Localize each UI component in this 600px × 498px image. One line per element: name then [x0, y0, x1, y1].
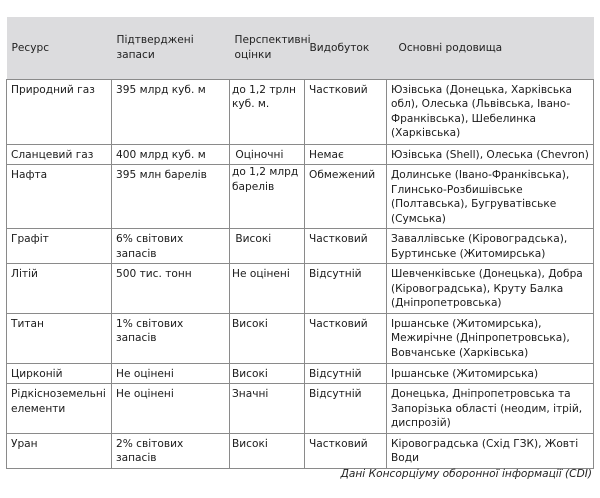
- cell-prospective: до 1,2 трлн куб. м.: [230, 79, 305, 144]
- header-prospective-estimates: Перспективні оцінки: [234, 34, 311, 61]
- table-row: [7, 363, 594, 384]
- cell-resource: Рідкісноземельні елементи: [7, 384, 112, 434]
- cell-deposits: Кіровоградська (Схід ГЗК), Жовті Води: [387, 433, 594, 468]
- cell-resource: Титан: [7, 313, 112, 363]
- table-row: [7, 384, 594, 434]
- cell-deposits: Юзівська (Shell), Олеська (Chevron): [387, 144, 594, 165]
- cell-extraction: Частковий: [305, 313, 387, 363]
- cell-deposits: Іршанське (Житомирська), Межирічне (Дніпропетровська), Вовчанське (Харківська): [387, 313, 594, 363]
- header-resource: Ресурс: [11, 41, 50, 54]
- cell-prospective: Високі: [230, 313, 305, 363]
- cell-prospective: Оціночні: [230, 144, 305, 165]
- table-row: [7, 264, 594, 314]
- source-caption: Дані Консорціуму оборонної інформації (CDI): [340, 468, 592, 480]
- cell-confirmed: 1% світових запасів: [112, 313, 230, 363]
- header-main-deposits: Основні родовища: [398, 41, 503, 54]
- cell-prospective: Високі: [230, 433, 305, 468]
- cell-confirmed: 6% світових запасів: [112, 229, 230, 264]
- cell-extraction: Частковий: [305, 433, 387, 468]
- cell-prospective: Високі: [230, 363, 305, 384]
- cell-deposits: Донецька, Дніпропетровська та Запорізька області (неодим, ітрій, диспрозій): [387, 384, 594, 434]
- cell-resource: Нафта: [7, 165, 112, 229]
- header-confirmed-reserves: Підтверджені запаси: [116, 34, 194, 61]
- cell-extraction: Відсутній: [305, 384, 387, 434]
- resources-table-container: [6, 17, 593, 469]
- resources-table: [6, 17, 594, 469]
- cell-confirmed: Не оцінені: [112, 384, 230, 434]
- cell-extraction: Частковий: [305, 79, 387, 144]
- cell-confirmed: 395 млн барелів: [112, 165, 230, 229]
- cell-prospective: Високі: [230, 229, 305, 264]
- cell-confirmed: 395 млрд куб. м: [112, 79, 230, 144]
- cell-prospective: Не оцінені: [230, 264, 305, 314]
- cell-confirmed: 400 млрд куб. м: [112, 144, 230, 165]
- table-row: [7, 144, 594, 165]
- header-extraction: Видобуток: [309, 41, 370, 54]
- cell-extraction: Відсутній: [305, 264, 387, 314]
- cell-resource: Графіт: [7, 229, 112, 264]
- cell-extraction: Відсутній: [305, 363, 387, 384]
- table-row: [7, 79, 594, 144]
- table-row: [7, 313, 594, 363]
- table-row: [7, 229, 594, 264]
- cell-deposits: Заваллівське (Кіровоградська), Буртинське (Житомирська): [387, 229, 594, 264]
- cell-deposits: Долинське (Івано-Франківська), Глинсько-Розбишівське (Полтавська), Бугруватівське (Сумська): [387, 165, 594, 229]
- cell-deposits: Іршанське (Житомирська): [387, 363, 594, 384]
- cell-resource: Природний газ: [7, 79, 112, 144]
- header-row: [7, 17, 594, 79]
- table-row: [7, 433, 594, 468]
- cell-prospective: до 1,2 млрд барелів: [230, 165, 305, 229]
- cell-resource: Цирконій: [7, 363, 112, 384]
- cell-confirmed: Не оцінені: [112, 363, 230, 384]
- cell-confirmed: 2% світових запасів: [112, 433, 230, 468]
- cell-extraction: Частковий: [305, 229, 387, 264]
- table-body: [7, 79, 594, 468]
- cell-extraction: Немає: [305, 144, 387, 165]
- table-header: [7, 17, 594, 79]
- cell-resource: Уран: [7, 433, 112, 468]
- table-row: [7, 165, 594, 229]
- cell-deposits: Шевченківське (Донецька), Добра (Кіровоградська), Круту Балка (Дніпропетровська): [387, 264, 594, 314]
- cell-prospective: Значні: [230, 384, 305, 434]
- cell-deposits: Юзівська (Донецька, Харківська обл), Олеська (Львівська, Івано-Франківська), Шебелинка (Харківська): [387, 79, 594, 144]
- cell-resource: Літій: [7, 264, 112, 314]
- cell-resource: Сланцевий газ: [7, 144, 112, 165]
- cell-extraction: Обмежений: [305, 165, 387, 229]
- cell-confirmed: 500 тис. тонн: [112, 264, 230, 314]
